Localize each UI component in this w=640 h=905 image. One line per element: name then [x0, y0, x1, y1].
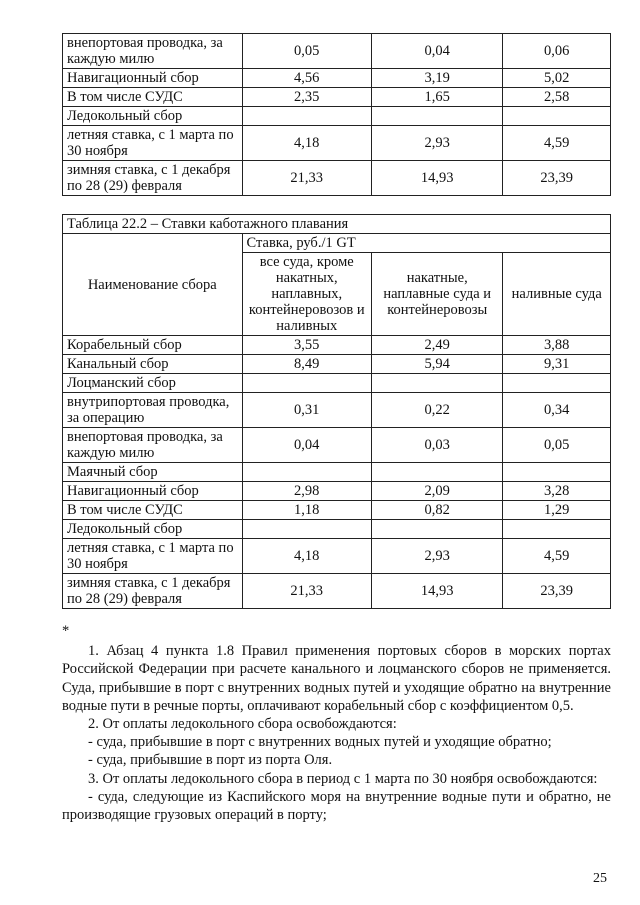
rate-value	[242, 463, 371, 482]
rate-value: 1,18	[242, 501, 371, 520]
rate-value: 14,93	[371, 574, 503, 609]
notes-section	[62, 622, 611, 824]
fee-label: Корабельный сбор	[63, 336, 243, 355]
rate-value: 4,18	[242, 126, 371, 161]
rate-value: 2,93	[371, 126, 503, 161]
rate-value: 0,04	[242, 428, 371, 463]
header-row	[63, 234, 611, 253]
rate-value: 21,33	[242, 161, 371, 196]
table-row	[63, 69, 611, 88]
rate-value: 3,28	[503, 482, 611, 501]
rate-value	[503, 107, 611, 126]
rate-value: 2,58	[503, 88, 611, 107]
col-roro-header: накатные, наплавные суда и контейнеровозы	[371, 253, 503, 336]
rate-value: 4,59	[503, 126, 611, 161]
rate-value: 4,59	[503, 539, 611, 574]
fee-label: летняя ставка, с 1 марта по 30 ноября	[63, 539, 243, 574]
note-1: 1. Абзац 4 пункта 1.8 Правил применения портовых сборов в морских портах Российской Федерации при расчете канального и лоцманского сборов не применяется. Суда, прибывшие в порт с внутренних водных путей и уходящие обратно на внутренние водные пути в речные порты, оплачивают корабельный сбор с коэффициентом 0,5.	[62, 643, 611, 714]
rate-header: Ставка, руб./1 GT	[242, 234, 610, 253]
rate-value	[371, 520, 503, 539]
table-row	[63, 393, 611, 428]
table-row	[63, 34, 611, 69]
table-row	[63, 161, 611, 196]
note-3-item-1: - суда, следующие из Каспийского моря на внутренние водные пути и обратно, не производящие грузовых операций в порту;	[62, 788, 611, 824]
rate-value	[242, 107, 371, 126]
table-row	[63, 107, 611, 126]
rate-value	[503, 374, 611, 393]
fee-label: летняя ставка, с 1 марта по 30 ноября	[63, 126, 243, 161]
rate-value: 4,56	[242, 69, 371, 88]
coastal-rates-table	[62, 214, 611, 609]
rate-value: 23,39	[503, 574, 611, 609]
rate-value: 0,06	[503, 34, 611, 69]
fees-table-continued	[62, 33, 611, 196]
fee-name-header: Наименование сбора	[63, 234, 243, 336]
rate-value: 0,05	[242, 34, 371, 69]
table-row	[63, 126, 611, 161]
note-2: 2. От оплаты ледокольного сбора освобождаются:	[88, 716, 397, 733]
rate-value: 3,19	[371, 69, 503, 88]
fee-label: Навигационный сбор	[63, 69, 243, 88]
fee-label: внепортовая проводка, за каждую милю	[63, 428, 243, 463]
table-row	[63, 574, 611, 609]
table-row	[63, 463, 611, 482]
rate-value: 0,82	[371, 501, 503, 520]
page-number: 25	[593, 871, 607, 886]
rate-value: 2,98	[242, 482, 371, 501]
rate-value: 2,93	[371, 539, 503, 574]
fee-label: Лоцманский сбор	[63, 374, 243, 393]
fee-label: зимняя ставка, с 1 декабря по 28 (29) февраля	[63, 574, 243, 609]
rate-value: 8,49	[242, 355, 371, 374]
rate-value: 2,09	[371, 482, 503, 501]
fee-label: внутрипортовая проводка, за операцию	[63, 393, 243, 428]
rate-value: 2,35	[242, 88, 371, 107]
rate-value	[242, 520, 371, 539]
fee-label: В том числе СУДС	[63, 88, 243, 107]
fee-label: В том числе СУДС	[63, 501, 243, 520]
fee-label: Маячный сбор	[63, 463, 243, 482]
rate-value: 1,29	[503, 501, 611, 520]
fee-label: Навигационный сбор	[63, 482, 243, 501]
rate-value: 14,93	[371, 161, 503, 196]
table-row	[63, 539, 611, 574]
rate-value	[242, 374, 371, 393]
rate-value: 5,02	[503, 69, 611, 88]
rate-value: 0,04	[371, 34, 503, 69]
rate-value: 3,55	[242, 336, 371, 355]
fee-label: внепортовая проводка, за каждую милю	[63, 34, 243, 69]
rate-value: 0,31	[242, 393, 371, 428]
rate-value: 21,33	[242, 574, 371, 609]
note-3: 3. От оплаты ледокольного сбора в период с 1 марта по 30 ноября освобождаются:	[88, 770, 598, 787]
table-title-row	[63, 215, 611, 234]
table-row	[63, 501, 611, 520]
table-row	[63, 482, 611, 501]
rate-value	[371, 107, 503, 126]
rate-value	[503, 520, 611, 539]
rate-value: 9,31	[503, 355, 611, 374]
note-2-item-1: - суда, прибывшие в порт с внутренних водных путей и уходящие обратно;	[88, 734, 552, 751]
rate-value: 23,39	[503, 161, 611, 196]
rate-value: 2,49	[371, 336, 503, 355]
table-row	[63, 520, 611, 539]
rate-value	[371, 374, 503, 393]
col-tankers-header: наливные суда	[503, 253, 611, 336]
fee-label: Канальный сбор	[63, 355, 243, 374]
rate-value: 0,05	[503, 428, 611, 463]
rate-value: 0,34	[503, 393, 611, 428]
rate-value: 0,03	[371, 428, 503, 463]
rate-value: 0,22	[371, 393, 503, 428]
rate-value	[503, 463, 611, 482]
rate-value	[371, 463, 503, 482]
rate-value: 1,65	[371, 88, 503, 107]
col-all-vessels-header: все суда, кроме накатных, наплавных, контейнеровозов и наливных	[242, 253, 371, 336]
table-row	[63, 374, 611, 393]
table-title: Таблица 22.2 – Ставки каботажного плавания	[63, 215, 611, 234]
rate-value: 5,94	[371, 355, 503, 374]
fee-label: зимняя ставка, с 1 декабря по 28 (29) февраля	[63, 161, 243, 196]
footnote-star: *	[62, 623, 70, 639]
rate-value: 4,18	[242, 539, 371, 574]
table-row	[63, 428, 611, 463]
note-2-item-2: - суда, прибывшие в порт из порта Оля.	[88, 752, 333, 769]
table-row	[63, 355, 611, 374]
table-row	[63, 88, 611, 107]
table-row	[63, 336, 611, 355]
fee-label: Ледокольный сбор	[63, 520, 243, 539]
fee-label: Ледокольный сбор	[63, 107, 243, 126]
rate-value: 3,88	[503, 336, 611, 355]
